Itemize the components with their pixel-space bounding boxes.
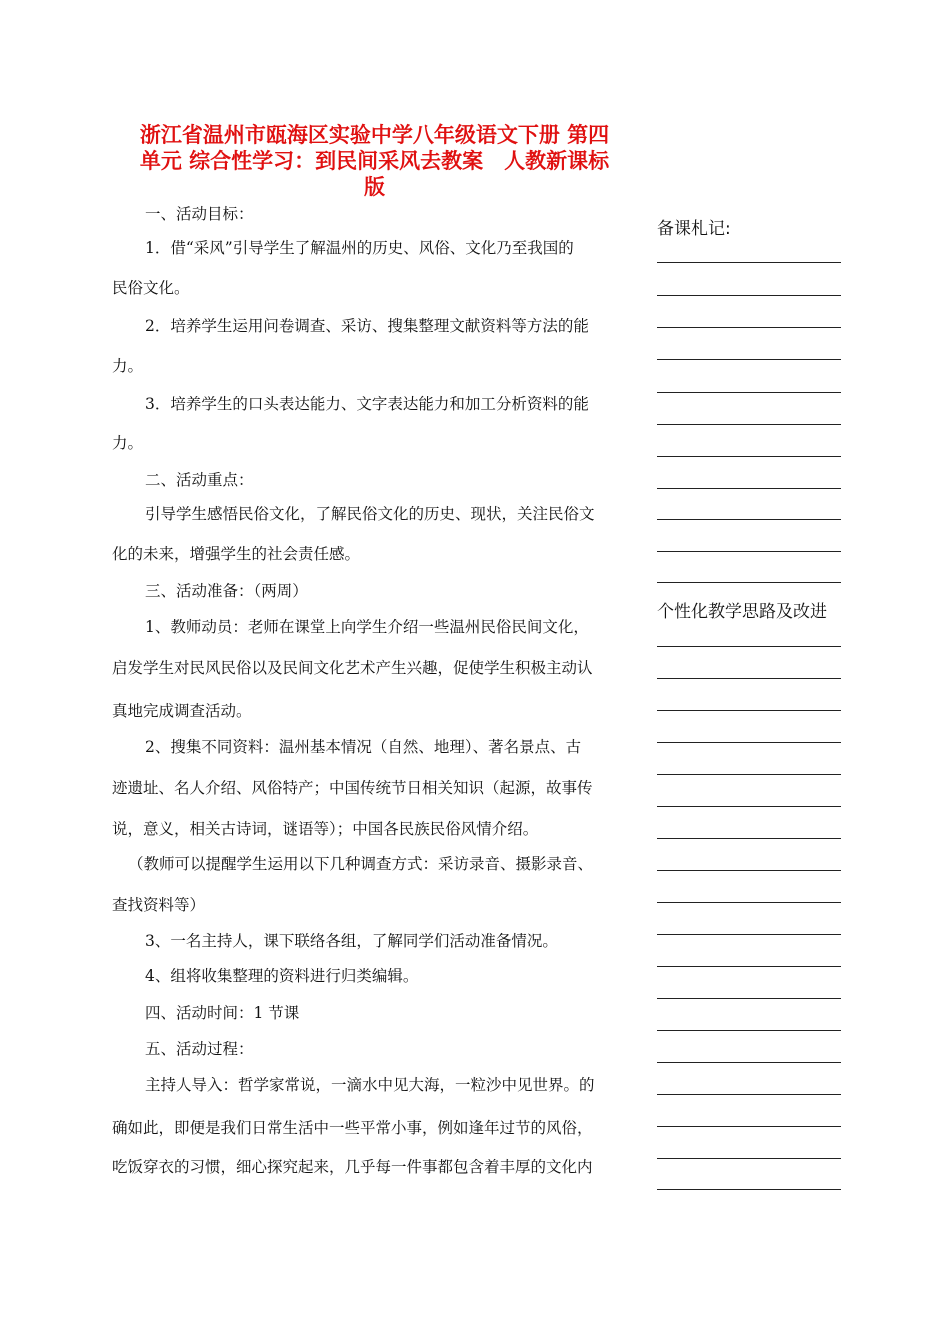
note-line (657, 262, 841, 263)
note-line (657, 774, 841, 775)
body-line: 说，意义，相关古诗词，谜语等）；中国各民族民俗风情介绍。 (112, 820, 539, 838)
body-line: 启发学生对民风民俗以及民间文化艺术产生兴趣，促使学生积极主动认 (112, 659, 593, 677)
body-line: 民俗文化。 (112, 279, 190, 297)
body-line: 主持人导入：哲学家常说，一滴水中见大海，一粒沙中见世界。的 (145, 1076, 595, 1094)
note-line (657, 488, 841, 489)
document-title (112, 122, 637, 200)
note-line (657, 1189, 841, 1190)
body-line: 4、组将收集整理的资料进行归类编辑。 (145, 967, 419, 985)
note-line (657, 456, 841, 457)
body-line: 力。 (112, 434, 144, 452)
notes-heading: 备课札记: (657, 219, 731, 239)
body-line: 2．培养学生运用问卷调查、采访、搜集整理文献资料等方法的能 (145, 317, 589, 335)
note-line (657, 1126, 841, 1127)
note-line (657, 392, 841, 393)
section-heading-process: 五、活动过程： (145, 1040, 254, 1058)
note-line (657, 966, 841, 967)
note-line (657, 806, 841, 807)
note-line (657, 359, 841, 360)
body-line: 3．培养学生的口头表达能力、文字表达能力和加工分析资料的能 (145, 395, 589, 413)
ideas-heading: 个性化教学思路及改进 (657, 602, 827, 622)
section-heading-focus: 二、活动重点： (145, 471, 254, 489)
body-line: 3、一名主持人，课下联络各组，了解同学们活动准备情况。 (145, 932, 558, 950)
section-heading-time: 四、活动时间：1 节课 (145, 1004, 300, 1022)
note-line (657, 998, 841, 999)
title-line-1: 浙江省温州市瓯海区实验中学八年级语文下册 第四 (139, 123, 610, 147)
body-line: 吃饭穿衣的习惯，细心探究起来，几乎每一件事都包含着丰厚的文化内 (112, 1158, 593, 1176)
section-heading-preparation: 三、活动准备：（两周） (145, 582, 308, 600)
note-line (657, 582, 841, 583)
body-line: 2、搜集不同资料：温州基本情况（自然、地理）、著名景点、古 (145, 738, 582, 756)
note-line (657, 646, 841, 647)
body-line: 查找资料等） (112, 896, 206, 914)
note-line (657, 902, 841, 903)
note-line (657, 1094, 841, 1095)
note-line (657, 519, 841, 520)
body-line: （教师可以提醒学生运用以下几种调查方式：采访录音、摄影录音、 (128, 855, 594, 873)
note-line (657, 870, 841, 871)
note-line (657, 424, 841, 425)
note-line (657, 1062, 841, 1063)
note-line (657, 327, 841, 328)
body-line: 引导学生感悟民俗文化，了解民俗文化的历史、现状，关注民俗文 (145, 505, 595, 523)
note-line (657, 742, 841, 743)
body-line: 1、教师动员：老师在课堂上向学生介绍一些温州民俗民间文化， (145, 618, 589, 636)
body-line: 1．借“采风”引导学生了解温州的历史、风俗、文化乃至我国的 (145, 239, 574, 257)
title-line-3: 版 (364, 175, 385, 199)
note-line (657, 551, 841, 552)
body-line: 确如此，即便是我们日常生活中一些平常小事，例如逢年过节的风俗， (112, 1119, 593, 1137)
section-heading-goals: 一、活动目标： (145, 205, 254, 223)
note-line (657, 678, 841, 679)
note-line (657, 710, 841, 711)
note-line (657, 1158, 841, 1159)
note-line (657, 1030, 841, 1031)
note-line (657, 838, 841, 839)
body-line: 力。 (112, 357, 144, 375)
body-line: 化的未来，增强学生的社会责任感。 (112, 545, 361, 563)
note-line (657, 934, 841, 935)
body-line: 迹遗址、名人介绍、风俗特产；中国传统节日相关知识（起源，故事传 (112, 779, 593, 797)
note-line (657, 295, 841, 296)
title-line-2: 单元 综合性学习：到民间采风去教案 人教新课标 (139, 149, 610, 173)
body-line: 真地完成调查活动。 (112, 702, 252, 720)
